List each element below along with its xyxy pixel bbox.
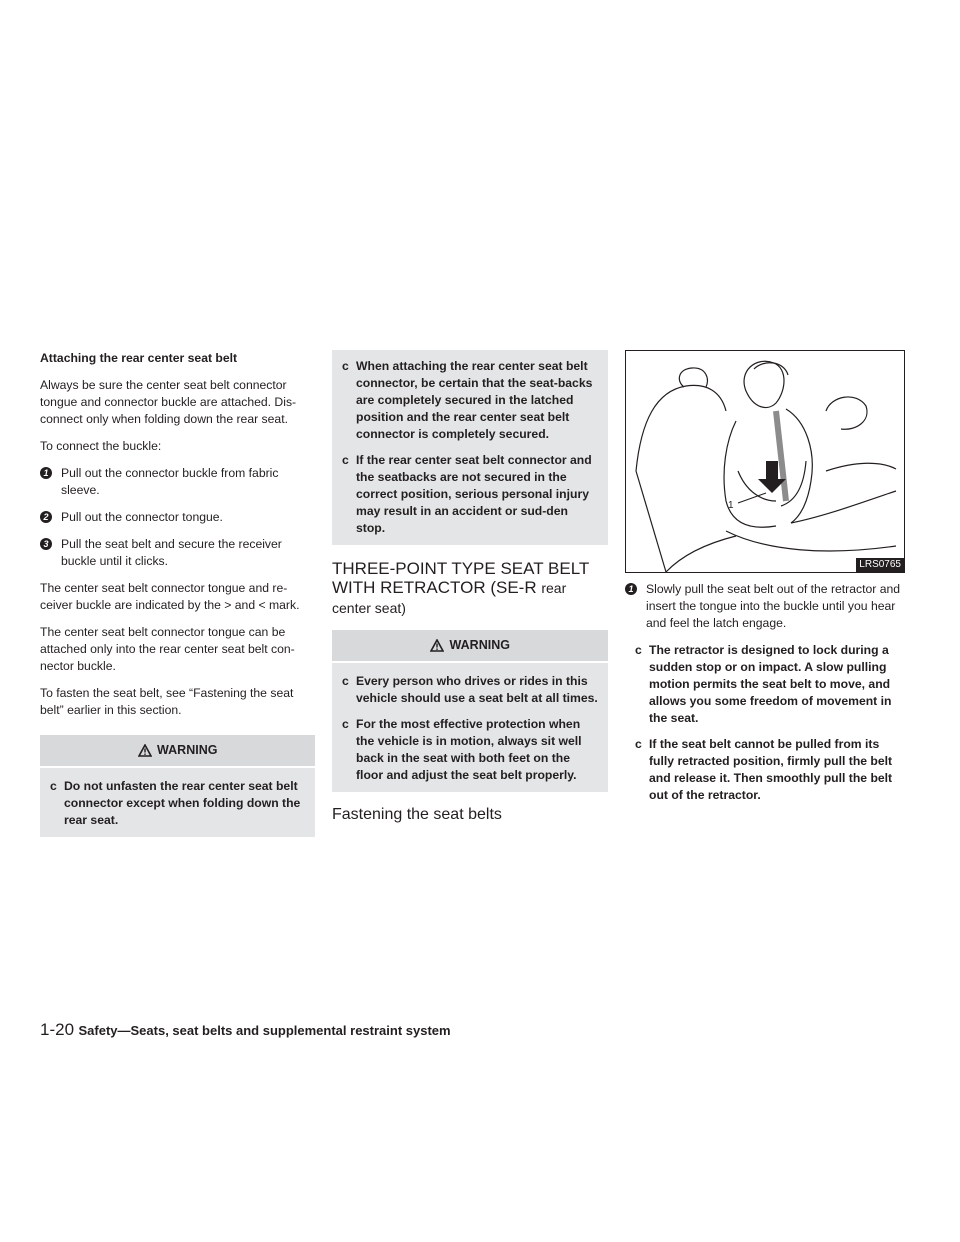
column-left bbox=[40, 350, 315, 837]
step-number: 1 bbox=[40, 465, 52, 482]
warning-list bbox=[342, 673, 598, 784]
step-text: Pull the seat belt and secure the receiver buckle until it clicks. bbox=[61, 537, 282, 568]
bullet-icon: c bbox=[342, 359, 349, 373]
warning-title: WARNING bbox=[157, 743, 218, 757]
step-text: Pull out the connector buckle from fabric sleeve. bbox=[61, 466, 279, 497]
bullet-icon: c bbox=[342, 717, 349, 731]
column-right bbox=[625, 350, 905, 813]
warning-item: c For the most effective protection when the vehicle is in motion, always sit well back in the seat with both feet on the floor and adjust the seat belt properly. bbox=[342, 717, 582, 782]
warning-header bbox=[40, 735, 315, 768]
warning-item: c If the rear center seat belt connector and the seatbacks are not secured in the correct position, serious personal injury may result in an accident or sud-den stop. bbox=[342, 453, 592, 535]
warning-list bbox=[50, 778, 305, 829]
warning-item: c Every person who drives or rides in this vehicle should use a seat belt at all times. bbox=[342, 674, 598, 705]
paragraph: The center seat belt connector tongue can be attached only into the rear center seat belt con-nector buckle. bbox=[40, 625, 295, 673]
figure-label: LRS0765 bbox=[856, 558, 904, 572]
bullet-icon: c bbox=[50, 779, 57, 793]
paragraph: To fasten the seat belt, see “Fastening the seat belt” earlier in this section. bbox=[40, 686, 294, 717]
bullet-icon: c bbox=[342, 453, 349, 467]
bullet-icon: c bbox=[635, 737, 642, 751]
warning-title: WARNING bbox=[449, 638, 510, 652]
step-item bbox=[40, 465, 315, 499]
seat-belt-figure bbox=[625, 350, 905, 573]
bullet-icon: c bbox=[635, 643, 642, 657]
page-footer bbox=[40, 1020, 451, 1041]
warning-box bbox=[40, 735, 315, 837]
warning-list bbox=[342, 358, 598, 537]
warning-item: c Do not unfasten the rear center seat belt connector except when folding down the rear seat. bbox=[50, 779, 301, 827]
seat-belt-illustration bbox=[626, 351, 904, 572]
note-item: c If the seat belt cannot be pulled from its fully retracted position, firmly pull the belt and release it. Then smoothly pull the belt out of the retractor. bbox=[635, 737, 893, 802]
warning-item: c When attaching the rear center seat belt connector, be certain that the seat-backs are completely secured in the latched position and the rear center seat belt connector is completely secured. bbox=[342, 359, 593, 441]
step-number: 1 bbox=[625, 581, 637, 598]
chapter-title: Safety—Seats, seat belts and supplemental restraint system bbox=[78, 1023, 451, 1038]
note-item: c The retractor is designed to lock during a sudden stop or on impact. A slow pulling motion permits the seat belt to move, and allows you some freedom of movement in the seat. bbox=[635, 643, 892, 725]
warning-box bbox=[332, 630, 608, 792]
note-list bbox=[625, 642, 905, 804]
step-item bbox=[625, 581, 905, 632]
bullet-icon: c bbox=[342, 674, 349, 688]
warning-triangle-icon bbox=[138, 744, 152, 757]
warning-header bbox=[332, 630, 608, 663]
section-title: THREE-POINT TYPE SEAT BELT WITH RETRACTOR (SE-R rear center seat) bbox=[332, 559, 589, 616]
step-number: 3 bbox=[40, 536, 52, 553]
paragraph: To connect the buckle: bbox=[40, 439, 162, 453]
step-text: Pull out the connector tongue. bbox=[61, 510, 223, 524]
page-number: 1-20 bbox=[40, 1020, 75, 1039]
step-item bbox=[40, 536, 315, 570]
step-number: 2 bbox=[40, 509, 52, 526]
step-text: Slowly pull the seat belt out of the retractor and insert the tongue into the buckle until you hear and feel the latch engage. bbox=[646, 582, 901, 630]
subheading-attaching-center-belt: Attaching the rear center seat belt bbox=[40, 351, 238, 365]
paragraph: Always be sure the center seat belt connector tongue and connector buckle are attached. Dis-connect only when folding down the rear seat. bbox=[40, 378, 297, 426]
warning-triangle-icon bbox=[430, 639, 444, 652]
step-item bbox=[40, 509, 315, 526]
paragraph: The center seat belt connector tongue and re-ceiver buckle are indicated by the > and < mark. bbox=[40, 581, 300, 612]
figure-callout: 1 bbox=[728, 500, 734, 511]
warning-box-continued bbox=[332, 350, 608, 545]
column-middle bbox=[332, 350, 608, 823]
subsection-title: Fastening the seat belts bbox=[332, 806, 502, 823]
